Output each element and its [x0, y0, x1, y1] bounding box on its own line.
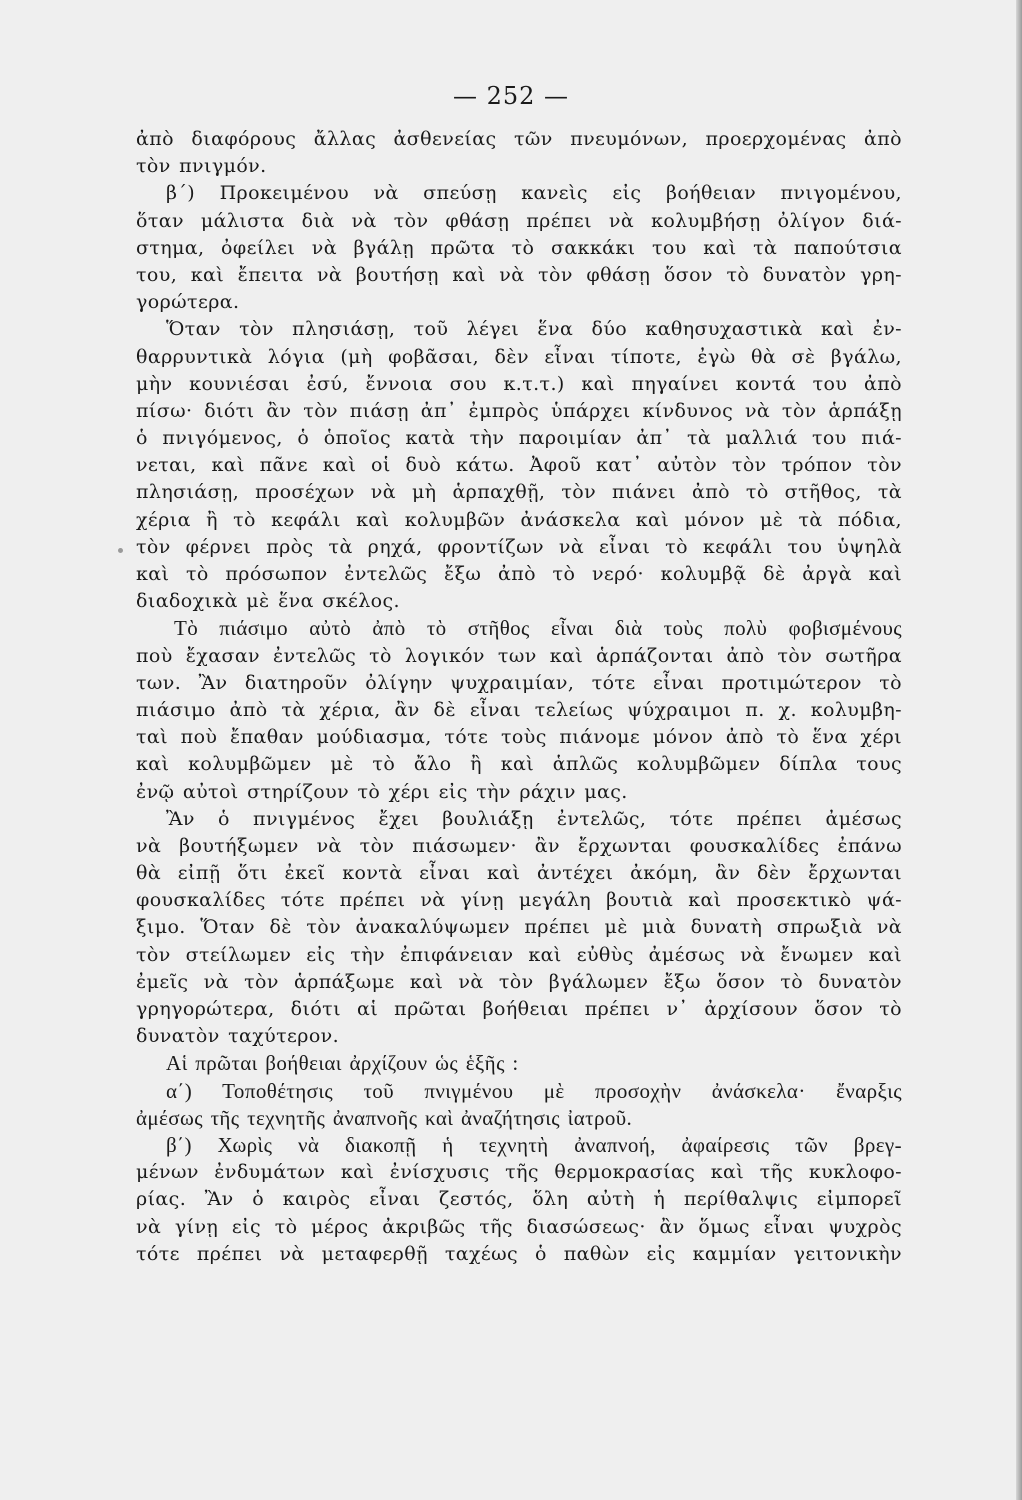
text-line: ὁ πνιγόμενος, ὁ ὁποῖος κατὰ τὴν παροιμίαν ἀπ᾽ τὰ μαλλιά του πιά-	[136, 427, 902, 450]
text-line: τὸν πνιγμόν.	[136, 155, 267, 178]
text-line: φουσκαλίδες τότε πρέπει νὰ γίνῃ μεγάλη βουτιὰ καὶ προσεκτικὸ ψά-	[136, 889, 902, 912]
text-line: ἐνῷ αὐτοὶ στηρίζουν τὸ χέρι εἰς τὴν ράχιν μας.	[136, 780, 628, 803]
text-line: ρίας. Ἂν ὁ καιρὸς εἶναι ζεστός, ὅλη αὐτὴ ἡ περίθαλψις εἰμπορεῖ	[136, 1188, 902, 1211]
body-text	[136, 126, 902, 1268]
text-line: θὰ εἰπῇ ὅτι ἐκεῖ κοντὰ εἶναι καὶ ἀντέχει ἀκόμη, ἂν δὲν ἔρχωνται	[136, 862, 902, 885]
text-line: τὸν φέρνει πρὸς τὰ ρηχά, φροντίζων νὰ εἶναι τὸ κεφάλι του ὑψηλὰ	[136, 535, 902, 558]
text-line: πίσω· διότι ἂν τὸν πιάσῃ ἀπ᾽ ἐμπρὸς ὑπάρχει κίνδυνος νὰ τὸν ἁρπάξῃ	[136, 399, 902, 422]
text-line: ὅταν μάλιστα διὰ νὰ τὸν φθάσῃ πρέπει νὰ κολυμβήσῃ ὀλίγον διά-	[136, 209, 902, 232]
page-number: — 252 —	[452, 82, 570, 110]
text-line: χέρια ἢ τὸ κεφάλι καὶ κολυμβῶν ἀνάσκελα καὶ μόνον μὲ τὰ πόδια,	[136, 508, 902, 531]
text-line: τότε πρέπει νὰ μεταφερθῇ ταχέως ὁ παθὼν εἰς καμμίαν γειτονικὴν	[136, 1242, 902, 1265]
text-line: ἀμέσως τῆς τεχνητῆς ἀναπνοῆς καὶ ἀναζήτησις ἰατροῦ.	[136, 1105, 633, 1130]
text-line: β΄) Προκειμένου νὰ σπεύσῃ κανεὶς εἰς βοήθειαν πνιγομένου,	[166, 182, 902, 205]
page-edge-shadow	[1016, 0, 1022, 1500]
text-line: ξιμο. Ὅταν δὲ τὸν ἀνακαλύψωμεν πρέπει μὲ μιὰ δυνατὴ σπρωξιὰ νὰ	[136, 916, 902, 939]
text-line: νὰ βουτήξωμεν νὰ τὸν πιάσωμεν· ἂν ἔρχωνται φουσκαλίδες ἐπάνω	[136, 834, 902, 857]
text-line: πλησιάσῃ, προσέχων νὰ μὴ ἁρπαχθῇ, τὸν πιάνει ἀπὸ τὸ στῆθος, τὰ	[136, 481, 902, 504]
text-line: καὶ κολυμβῶμεν μὲ τὸ ἄλο ἢ καὶ ἁπλῶς κολυμβῶμεν δίπλα τους	[136, 753, 902, 776]
text-line: Ἂν ὁ πνιγμένος ἔχει βουλιάξῃ ἐντελῶς, τότε πρέπει ἀμέσως	[166, 807, 902, 830]
text-line: Αἱ πρῶται βοήθειαι ἀρχίζουν ὡς ἑξῆς :	[166, 1051, 519, 1076]
text-line: νεται, καὶ πᾶνε καὶ οἱ δυὸ κάτω. Ἀφοῦ κατ᾽ αὐτὸν τὸν τρόπον τὸν	[136, 454, 902, 477]
text-line: ἀπὸ διαφόρους ἄλλας ἀσθενείας τῶν πνευμόνων, προερχομένας ἀπὸ	[136, 128, 902, 150]
margin-speck	[118, 548, 123, 553]
text-line: διαδοχικὰ μὲ ἕνα σκέλος.	[136, 590, 400, 613]
text-line: δυνατὸν ταχύτερον.	[136, 1025, 340, 1048]
text-line: καὶ τὸ πρόσωπον ἐντελῶς ἔξω ἀπὸ τὸ νερό· κολυμβᾷ δὲ ἀργὰ καὶ	[136, 563, 902, 585]
text-line: ἐμεῖς νὰ τὸν ἁρπάξωμε καὶ νὰ τὸν βγάλωμεν ἔξω ὅσον τὸ δυνατὸν	[136, 970, 902, 993]
text-line: μὴν κουνιέσαι ἐσύ, ἔννοια σου κ.τ.τ.) καὶ πηγαίνει κοντά του ἀπὸ	[136, 372, 902, 395]
text-line: τὸν στείλωμεν εἰς τὴν ἐπιφάνειαν καὶ εὐθὺς ἀμέσως νὰ ἔνωμεν καὶ	[136, 943, 902, 966]
text-line: ποὺ ἔχασαν ἐντελῶς τὸ λογικόν των καὶ ἁρπάζονται ἀπὸ τὸν σωτῆρα	[136, 644, 902, 667]
text-line: θαρρυντικὰ λόγια (μὴ φοβᾶσαι, δὲν εἶναι τίποτε, ἐγὼ θὰ σὲ βγάλω,	[136, 345, 902, 368]
text-line: ταὶ ποὺ ἔπαθαν μούδιασμα, τότε τοὺς πιάνομε μόνον ἀπὸ τὸ ἕνα χέρι	[136, 726, 902, 749]
text-line: Τὸ πιάσιμο αὐτὸ ἀπὸ τὸ στῆθος εἶναι διὰ τοὺς πολὺ φοβισμένους	[174, 616, 902, 641]
text-line: στημα, ὀφείλει νὰ βγάλῃ πρῶτα τὸ σακκάκι του καὶ τὰ παπούτσια	[136, 236, 902, 259]
text-line: α΄) Τοποθέτησις τοῦ πνιγμένου μὲ προσοχὴν ἀνάσκελα· ἔναρξις	[166, 1078, 902, 1103]
text-line: του, καὶ ἔπειτα νὰ βουτήσῃ καὶ νὰ τὸν φθάσῃ ὅσον τὸ δυνατὸν γρη-	[136, 263, 902, 286]
text-line: πιάσιμο ἀπὸ τὰ χέρια, ἂν δὲ εἶναι τελείως ψύχραιμοι π. χ. κολυμβη-	[136, 698, 902, 721]
text-line: νὰ γίνῃ εἰς τὸ μέρος ἀκριβῶς τῆς διασώσεως· ἂν ὅμως εἶναι ψυχρὸς	[136, 1215, 902, 1238]
text-line: β΄) Χωρὶς νὰ διακοπῇ ἡ τεχνητὴ ἀναπνοή, ἀφαίρεσις τῶν βρεγ-	[166, 1132, 902, 1157]
text-line: των. Ἂν διατηροῦν ὀλίγην ψυχραιμίαν, τότε εἶναι προτιμώτερον τὸ	[136, 671, 902, 694]
text-line: γορώτερα.	[136, 291, 240, 314]
text-line: γρηγορώτερα, διότι αἱ πρῶται βοήθειαι πρέπει ν᾽ ἀρχίσουν ὅσον τὸ	[136, 998, 902, 1020]
text-line: Ὅταν τὸν πλησιάσῃ, τοῦ λέγει ἕνα δύο καθησυχαστικὰ καὶ ἐν-	[166, 318, 902, 341]
text-line: μένων ἐνδυμάτων καὶ ἐνίσχυσις τῆς θερμοκρασίας καὶ τῆς κυκλοφο-	[136, 1161, 902, 1184]
